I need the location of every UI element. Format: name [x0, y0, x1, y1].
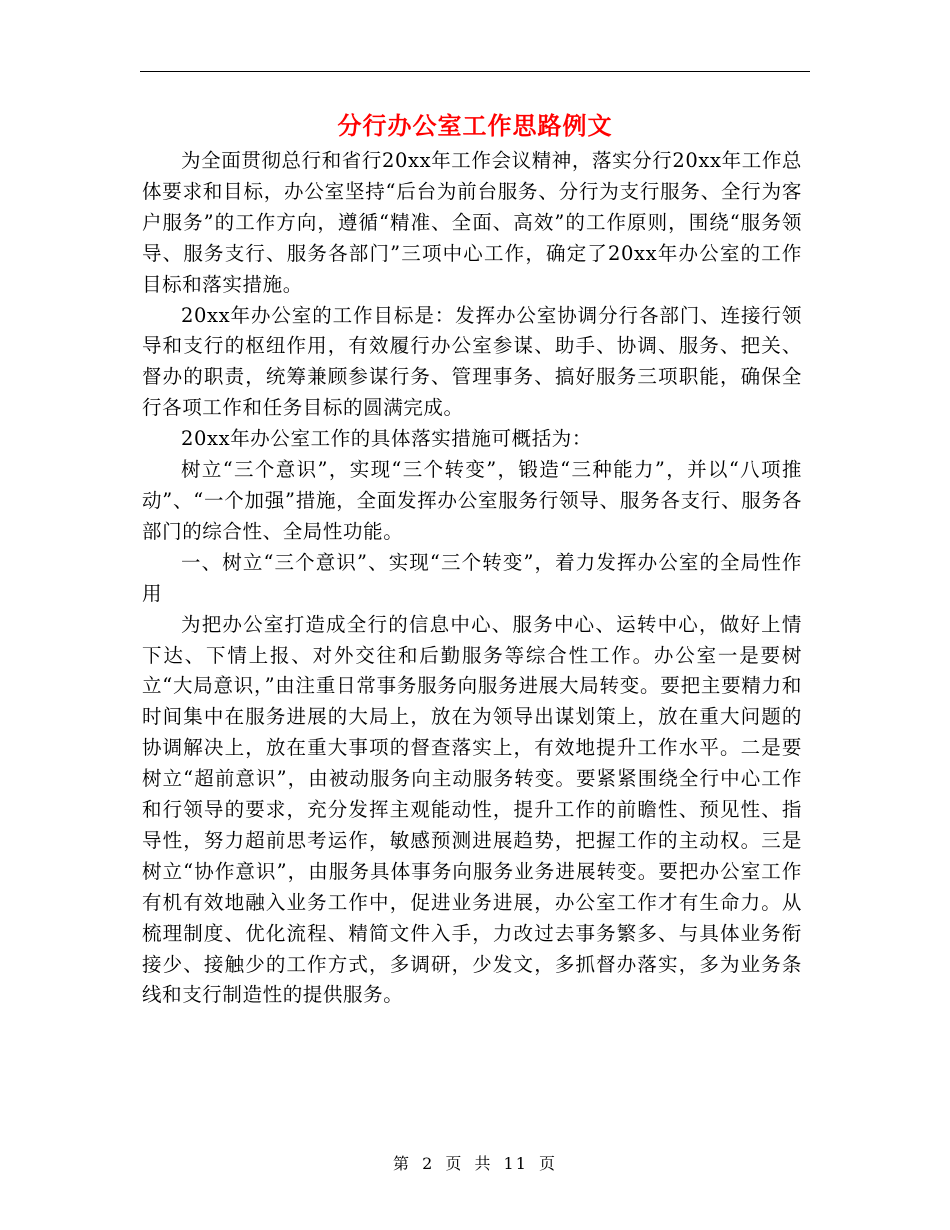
paragraph-section-1-body: 为把办公室打造成全行的信息中心、服务中心、运转中心，做好上情下达、下情上报、对外交往和后勤服务等综合性工作。办公室一是要树立“大局意识，”由注重日常事务服务向服务进展大局转变。要把主要精力和时间集中在服务进展的大局上，放在为领导出谋划策上，放在重大问题的协调解决上，放在重大事项的督查落实上，有效地提升工作水平。二是要树立“超前意识”，由被动服务向主动服务转变。要紧紧围绕全行中心工作和行领导的要求，充分发挥主观能动性，提升工作的前瞻性、预见性、指导性，努力超前思考运作，敏感预测进展趋势，把握工作的主动权。三是树立“协作意识”，由服务具体事务向服务业务进展转变。要把办公室工作有机有效地融入业务工作中，促进业务进展，办公室工作才有生命力。从梳理制度、优化流程、精简文件入手，力改过去事务繁多、与具体业务衔接少、接触少的工作方式，多调研，少发文，多抓督办落实，多为业务条线和支行制造性的提供服务。 [142, 612, 802, 1007]
section-heading-1: 一、树立“三个意识”、实现“三个转变”，着力发挥办公室的全局性作用 [142, 550, 802, 605]
paragraph-measures-lead: 20xx年办公室工作的具体落实措施可概括为： [181, 427, 593, 451]
document-title: 分行办公室工作思路例文 [337, 111, 613, 140]
document-body [142, 146, 802, 1011]
paragraph-goals: 20xx年办公室的工作目标是：发挥办公室协调分行各部门、连接行领导和支行的枢纽作用，有效履行办公室参谋、助手、协调、服务、把关、督办的职责，统筹兼顾参谋行务、管理事务、搞好服务三项职能，确保全行各项工作和任务目标的圆满完成。 [142, 303, 802, 420]
page-footer: 第 2 页 共 11 页 [393, 1154, 557, 1173]
paragraph-intro: 为全面贯彻总行和省行20xx年工作会议精神，落实分行20xx年工作总体要求和目标，办公室坚持“后台为前台服务、分行为支行服务、全行为客户服务”的工作方向，遵循“精准、全面、高效”的工作原则，围绕“服务领导、服务支行、服务各部门”三项中心工作，确定了20xx年办公室的工作目标和落实措施。 [142, 149, 803, 296]
paragraph-measures-summary: 树立“三个意识”，实现“三个转变”，锻造“三种能力”，并以“八项推动”、“一个加强”措施，全面发挥办公室服务行领导、服务各支行、服务各部门的综合性、全局性功能。 [142, 458, 802, 543]
header-rule [140, 71, 810, 72]
